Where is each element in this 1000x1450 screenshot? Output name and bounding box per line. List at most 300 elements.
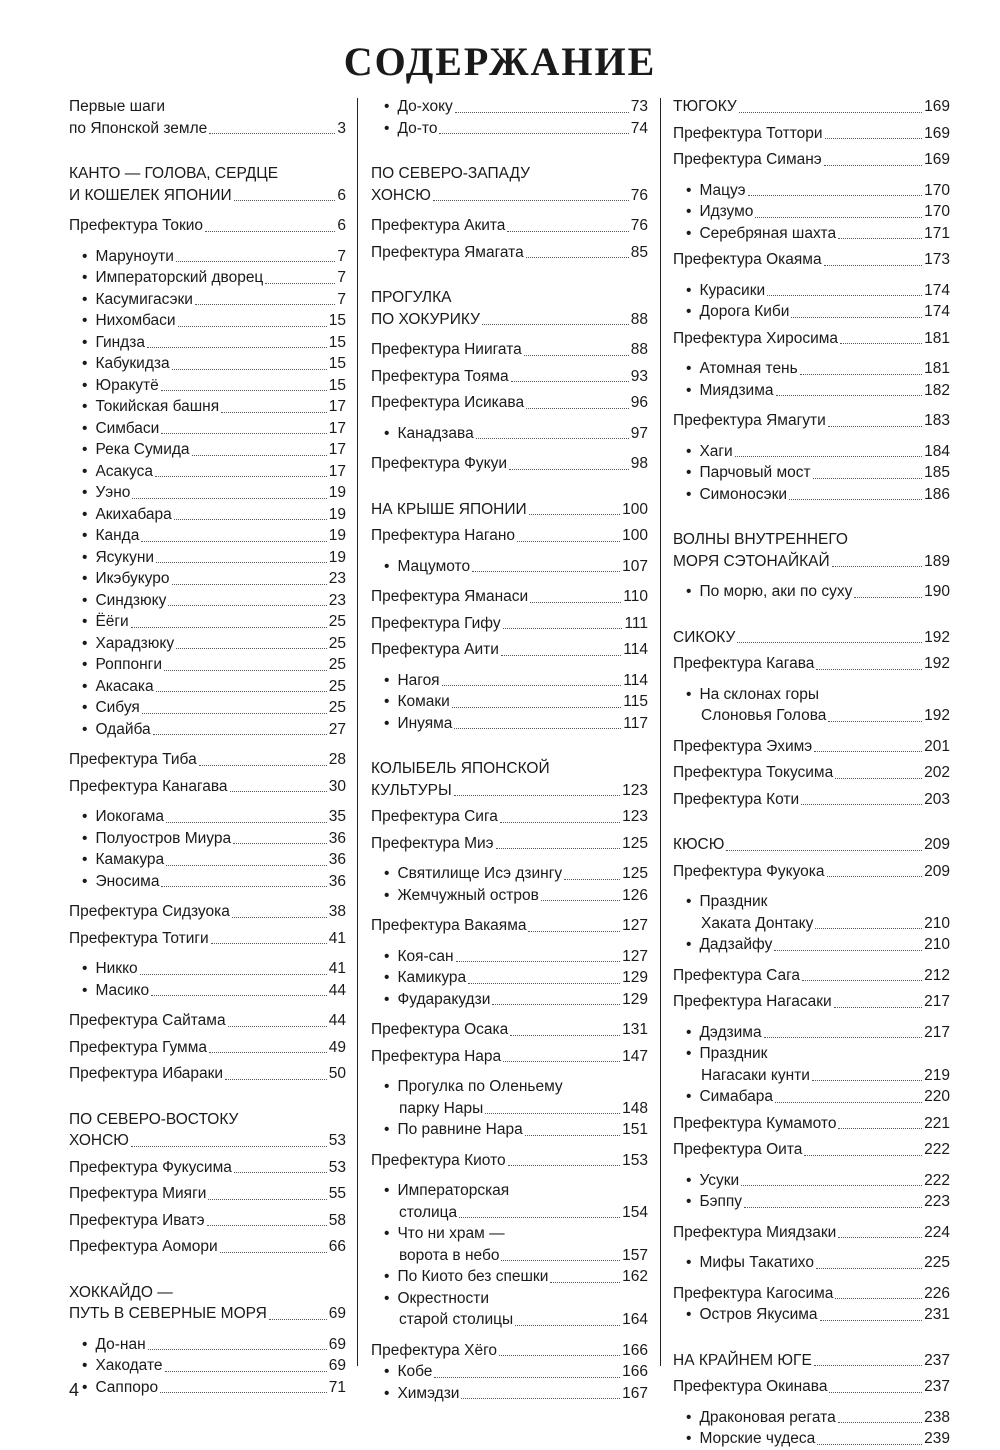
toc-subentry[interactable] <box>371 1361 648 1383</box>
toc-entry-title-line: • Прогулка по Оленьему <box>384 1076 648 1098</box>
toc-subentry[interactable] <box>673 180 950 202</box>
spacer <box>69 237 346 246</box>
toc-entry[interactable] <box>371 806 648 828</box>
toc-subentry[interactable] <box>673 581 950 603</box>
toc-page-number: 27 <box>328 720 346 738</box>
toc-subentry[interactable] <box>673 1304 950 1326</box>
toc-entry[interactable] <box>69 1183 346 1205</box>
spacer <box>371 734 648 758</box>
spacer <box>673 956 950 965</box>
dot-leader <box>455 112 629 113</box>
toc-subentry[interactable] <box>371 1076 648 1119</box>
toc-entry[interactable] <box>673 1376 950 1398</box>
dot-leader <box>442 685 622 686</box>
toc-entry[interactable] <box>371 392 648 414</box>
toc-subentry[interactable] <box>673 201 950 223</box>
toc-entry[interactable] <box>673 123 950 145</box>
toc-entry[interactable] <box>371 453 648 475</box>
spacer <box>673 572 950 581</box>
toc-entry[interactable] <box>371 833 648 855</box>
toc-subentry[interactable] <box>69 806 346 828</box>
toc-subentry[interactable] <box>69 461 346 483</box>
spacer <box>673 1013 950 1022</box>
toc-subentry[interactable] <box>69 980 346 1002</box>
dot-leader <box>814 751 922 752</box>
toc-page-number: 41 <box>328 960 346 977</box>
toc-entry-title: • Река Сумида <box>82 439 190 461</box>
toc-entry-title: • Ясукуни <box>82 547 154 569</box>
toc-entry-title: Префектура Окинава <box>673 1378 828 1395</box>
toc-entry[interactable] <box>69 1210 346 1232</box>
toc-subentry[interactable] <box>673 358 950 380</box>
toc-subentry[interactable] <box>69 482 346 504</box>
dot-leader <box>209 133 335 134</box>
dot-leader <box>509 469 629 470</box>
toc-subentry[interactable] <box>371 1288 648 1331</box>
toc-entry[interactable] <box>673 1350 950 1372</box>
dot-leader <box>195 304 335 305</box>
toc-entry-title: • Одайба <box>82 719 151 741</box>
spacer <box>371 1010 648 1019</box>
toc-subentry[interactable] <box>371 691 648 713</box>
spacer <box>371 547 648 556</box>
toc-subentry[interactable] <box>69 719 346 741</box>
toc-entry[interactable] <box>371 242 648 264</box>
spacer <box>371 577 648 586</box>
toc-entry[interactable] <box>673 861 950 883</box>
spacer <box>69 139 346 163</box>
toc-entry[interactable] <box>673 991 950 1013</box>
toc-page-number: 73 <box>630 98 648 115</box>
toc-subentry[interactable] <box>371 946 648 968</box>
toc-entry-title: Префектура Миядзаки <box>673 1223 837 1241</box>
toc-subentry[interactable] <box>69 1377 346 1399</box>
toc-entry[interactable] <box>69 1109 346 1152</box>
toc-entry[interactable] <box>673 789 950 811</box>
toc-entry[interactable] <box>69 928 346 950</box>
toc-subentry[interactable] <box>371 1119 648 1141</box>
toc-subentry[interactable] <box>69 267 346 289</box>
toc-page-number: 19 <box>328 548 346 566</box>
toc-entry-title-line: • На склонах горы <box>686 684 950 706</box>
toc-subentry[interactable] <box>69 310 346 332</box>
toc-subentry[interactable] <box>69 697 346 719</box>
toc-entry[interactable] <box>69 215 346 237</box>
toc-entry-title: • Камакура <box>82 849 164 871</box>
dot-leader <box>804 1155 922 1156</box>
dot-leader <box>232 917 327 918</box>
toc-subentry[interactable] <box>371 989 648 1011</box>
dot-leader <box>156 562 327 563</box>
toc-entry-title: • Хаги <box>686 441 733 463</box>
toc-page-number: 23 <box>328 591 346 609</box>
spacer <box>69 892 346 901</box>
toc-page-number: 6 <box>337 217 346 234</box>
toc-page-number: 19 <box>328 484 346 501</box>
dot-leader <box>208 1199 326 1200</box>
toc-entry[interactable] <box>371 163 648 206</box>
toc-subentry[interactable] <box>673 301 950 323</box>
toc-page-number: 6 <box>337 186 346 204</box>
dot-leader <box>178 326 327 327</box>
toc-entry[interactable] <box>371 1019 648 1041</box>
toc-entry-title: • Канадзава <box>384 423 474 445</box>
toc-subentry[interactable] <box>673 934 950 956</box>
toc-subentry[interactable] <box>673 280 950 302</box>
toc-entry-title: • Саппоро <box>82 1377 158 1399</box>
toc-subentry[interactable] <box>371 885 648 907</box>
toc-entry-title: Префектура Тиба <box>69 751 197 768</box>
toc-entry-title: • Камикура <box>384 967 466 989</box>
toc-entry[interactable] <box>371 1150 648 1172</box>
toc-entry-title: • Эносима <box>82 871 159 893</box>
dot-leader <box>801 804 922 805</box>
toc-page-number: 114 <box>623 641 648 658</box>
toc-entry[interactable] <box>371 613 648 635</box>
dot-leader <box>176 261 336 262</box>
toc-entry-title: • Токийская башня <box>82 396 219 418</box>
toc-page-number: 184 <box>924 442 950 460</box>
toc-entry[interactable] <box>673 1283 950 1305</box>
toc-subentry[interactable] <box>673 484 950 506</box>
toc-subentry[interactable] <box>371 556 648 578</box>
toc-entry-title: Префектура Сига <box>371 808 498 825</box>
spacer <box>371 1141 648 1150</box>
dot-leader <box>209 1052 327 1053</box>
toc-page-number: 203 <box>924 790 950 808</box>
toc-page-number: 217 <box>924 993 950 1010</box>
toc-page-number: 71 <box>328 1378 346 1396</box>
toc-entry-title: • Акихабара <box>82 504 172 526</box>
toc-subentry[interactable] <box>673 1252 950 1274</box>
toc-entry[interactable] <box>673 410 950 432</box>
toc-subentry[interactable] <box>673 380 950 402</box>
toc-subentry[interactable] <box>371 423 648 445</box>
toc-entry[interactable] <box>371 586 648 608</box>
dot-leader <box>767 295 922 296</box>
toc-subentry[interactable] <box>673 462 950 484</box>
toc-subentry[interactable] <box>69 611 346 633</box>
toc-entry[interactable] <box>371 1340 648 1362</box>
toc-page-number: 7 <box>337 269 346 286</box>
toc-page-number: 190 <box>924 583 950 600</box>
toc-entry-title: Префектура Эхимэ <box>673 737 813 755</box>
dot-leader <box>468 983 620 984</box>
toc-entry[interactable] <box>69 901 346 923</box>
toc-entry[interactable] <box>69 1236 346 1258</box>
toc-subentry[interactable] <box>371 96 648 118</box>
dot-leader <box>838 1128 922 1129</box>
toc-page-number: 15 <box>328 355 346 372</box>
toc-subentry[interactable] <box>69 504 346 526</box>
toc-page-number: 186 <box>924 485 950 503</box>
toc-entry[interactable] <box>371 215 648 237</box>
toc-entry[interactable] <box>69 749 346 771</box>
toc-page-number: 237 <box>924 1351 950 1369</box>
dot-leader <box>472 571 620 572</box>
toc-entry[interactable] <box>371 287 648 330</box>
toc-page-number: 129 <box>622 969 648 986</box>
toc-entry[interactable] <box>673 1222 950 1244</box>
toc-entry-title: Префектура Кумамото <box>673 1114 837 1132</box>
toc-subentry[interactable] <box>673 1086 950 1108</box>
toc-entry[interactable] <box>69 1282 346 1325</box>
toc-subentry[interactable] <box>673 1170 950 1192</box>
toc-page-number: 169 <box>924 151 950 168</box>
toc-entry[interactable] <box>673 96 950 118</box>
toc-entry[interactable] <box>69 1157 346 1179</box>
toc-page-number: 173 <box>924 251 950 268</box>
toc-subentry[interactable] <box>673 223 950 245</box>
toc-subentry[interactable] <box>69 547 346 569</box>
toc-entry[interactable] <box>673 328 950 350</box>
toc-entry[interactable] <box>673 529 950 572</box>
toc-page-number: 17 <box>328 398 346 415</box>
toc-entry[interactable] <box>69 163 346 206</box>
toc-page-number: 201 <box>924 737 950 755</box>
toc-page-number: 223 <box>924 1193 950 1210</box>
dot-leader <box>228 1026 327 1027</box>
dot-leader <box>824 265 923 266</box>
toc-entry-title: • Морские чудеса <box>686 1428 815 1450</box>
toc-entry-title: • Полуостров Миура <box>82 828 231 850</box>
dot-leader <box>496 848 621 849</box>
toc-page-number: 217 <box>924 1023 950 1041</box>
toc-page-number: 174 <box>924 303 950 320</box>
toc-subentry[interactable] <box>69 676 346 698</box>
toc-entry-title: • Симабара <box>686 1086 773 1108</box>
toc-subentry[interactable] <box>371 118 648 140</box>
toc-entry[interactable] <box>371 525 648 547</box>
toc-entry-title: Префектура Тоттори <box>673 124 823 142</box>
dot-leader <box>814 1365 922 1366</box>
toc-subentry[interactable] <box>371 1383 648 1405</box>
spacer <box>371 330 648 339</box>
toc-entry[interactable] <box>673 965 950 987</box>
dot-leader <box>526 408 629 409</box>
toc-subentry[interactable] <box>673 891 950 934</box>
toc-page-number: 147 <box>622 1047 648 1065</box>
toc-subentry[interactable] <box>69 289 346 311</box>
toc-subentry[interactable] <box>673 1428 950 1450</box>
toc-entry-title: • До-нан <box>82 1334 146 1356</box>
toc-subentry[interactable] <box>69 396 346 418</box>
toc-entry-title: ворота в небо <box>399 1246 500 1264</box>
toc-page-number: 166 <box>622 1341 648 1359</box>
toc-entry[interactable] <box>673 762 950 784</box>
toc-entry-title: • Драконовая регата <box>686 1407 836 1429</box>
toc-entry[interactable] <box>371 366 648 388</box>
dot-leader <box>800 374 922 375</box>
toc-subentry[interactable] <box>673 441 950 463</box>
toc-page-number: 3 <box>337 119 346 137</box>
toc-entry-title: Префектура Тотиги <box>69 929 209 947</box>
toc-entry[interactable] <box>673 149 950 171</box>
toc-subentry[interactable] <box>69 332 346 354</box>
spacer <box>673 505 950 529</box>
toc-page-number: 189 <box>924 552 950 570</box>
toc-subentry[interactable] <box>673 1022 950 1044</box>
toc-page-number: 15 <box>328 312 346 329</box>
spacer <box>371 206 648 215</box>
toc-page-number: 66 <box>328 1238 346 1255</box>
toc-subentry[interactable] <box>371 1180 648 1223</box>
toc-subentry[interactable] <box>69 590 346 612</box>
toc-entry-title: • Икэбукуро <box>82 568 170 590</box>
toc-entry[interactable] <box>371 339 648 361</box>
toc-entry-title: • Жемчужный остров <box>384 885 539 907</box>
toc-subentry[interactable] <box>69 958 346 980</box>
toc-subentry[interactable] <box>69 418 346 440</box>
toc-entry-title: • Идзумо <box>686 201 753 223</box>
toc-page-number: 36 <box>328 851 346 868</box>
toc-page-number: 148 <box>622 1099 648 1117</box>
toc-subentry[interactable] <box>69 246 346 268</box>
toc-entry-title: Префектура Хёго <box>371 1341 497 1359</box>
toc-entry-title: Префектура Фукуока <box>673 862 825 880</box>
toc-entry-title: • Коя-сан <box>384 946 454 968</box>
toc-page-number: 36 <box>328 872 346 890</box>
toc-subentry[interactable] <box>371 863 648 885</box>
toc-entry-title: • Канда <box>82 525 139 547</box>
toc-entry-title: Префектура Фукусима <box>69 1158 232 1176</box>
toc-entry-title: • Дорога Киби <box>686 301 789 323</box>
dot-leader <box>192 455 327 456</box>
toc-subentry[interactable] <box>69 1355 346 1377</box>
toc-entry-title: Префектура Ямагата <box>371 243 524 261</box>
toc-subentry[interactable] <box>69 828 346 850</box>
toc-entry-title: • Хакодате <box>82 1355 163 1377</box>
dot-leader <box>172 584 327 585</box>
toc-entry-title: • Масико <box>82 980 149 1002</box>
dot-leader <box>230 791 327 792</box>
toc-entry[interactable] <box>371 1046 648 1068</box>
toc-subentry[interactable] <box>69 525 346 547</box>
toc-entry[interactable] <box>673 834 950 856</box>
toc-entry[interactable] <box>371 639 648 661</box>
dot-leader <box>824 165 922 166</box>
toc-entry-title: • Серебряная шахта <box>686 223 836 245</box>
spacer <box>673 603 950 627</box>
toc-entry-title: • Ёёги <box>82 611 129 633</box>
toc-subentry[interactable] <box>69 568 346 590</box>
toc-entry-title-line: • Окрестности <box>384 1288 648 1310</box>
toc-entry[interactable] <box>69 776 346 798</box>
toc-subentry[interactable] <box>69 849 346 871</box>
dot-leader <box>161 390 327 391</box>
toc-entry[interactable] <box>69 1063 346 1085</box>
spacer <box>673 1213 950 1222</box>
toc-subentry[interactable] <box>371 967 648 989</box>
dot-leader <box>528 931 620 932</box>
toc-entry[interactable] <box>371 499 648 521</box>
dot-leader <box>439 133 628 134</box>
toc-entry-title: Префектура Киото <box>371 1151 506 1169</box>
toc-entry-title: Префектура Нара <box>371 1047 502 1065</box>
dot-leader <box>176 648 327 649</box>
dot-leader <box>454 795 620 796</box>
toc-subentry[interactable] <box>69 353 346 375</box>
toc-subentry[interactable] <box>371 1266 648 1288</box>
dot-leader <box>199 765 327 766</box>
spacer <box>69 1001 346 1010</box>
toc-entry[interactable] <box>371 758 648 801</box>
dot-leader <box>140 974 327 975</box>
toc-entry[interactable] <box>673 249 950 271</box>
dot-leader <box>155 476 327 477</box>
spacer <box>673 432 950 441</box>
toc-subentry[interactable] <box>673 1407 950 1429</box>
spacer <box>371 1171 648 1180</box>
toc-entry[interactable] <box>673 736 950 758</box>
toc-entry-title: • Святилище Исэ дзингу <box>384 863 562 885</box>
toc-page-number: 19 <box>328 527 346 544</box>
toc-subentry[interactable] <box>673 684 950 727</box>
toc-subentry[interactable] <box>69 654 346 676</box>
spacer <box>69 1258 346 1282</box>
toc-entry[interactable] <box>673 1113 950 1135</box>
dot-leader <box>838 238 922 239</box>
toc-subentry[interactable] <box>673 1043 950 1086</box>
dot-leader <box>737 642 922 643</box>
toc-subentry[interactable] <box>371 713 648 735</box>
dot-leader <box>835 778 922 779</box>
toc-entry-title: Префектура Акита <box>371 217 506 234</box>
toc-entry-title: Префектура Токусима <box>673 764 834 781</box>
toc-subentry[interactable] <box>69 871 346 893</box>
toc-entry-title: • Химэдзи <box>384 1383 459 1405</box>
toc-entry[interactable] <box>69 1037 346 1059</box>
dot-leader <box>225 1079 327 1080</box>
toc-entry[interactable] <box>69 1010 346 1032</box>
dot-leader <box>834 1007 922 1008</box>
spacer <box>371 139 648 163</box>
toc-subentry[interactable] <box>69 439 346 461</box>
toc-entry-title: ПО ХОКУРИКУ <box>371 310 480 328</box>
toc-entry[interactable] <box>673 627 950 649</box>
page-title: СОДЕРЖАНИЕ <box>343 39 657 84</box>
dot-leader <box>564 879 620 880</box>
dot-leader <box>825 138 923 139</box>
dot-leader <box>748 195 923 196</box>
toc-entry[interactable] <box>371 915 648 937</box>
dot-leader <box>148 1349 327 1350</box>
toc-page-number: 151 <box>622 1121 648 1138</box>
toc-subentry[interactable] <box>69 375 346 397</box>
toc-subentry[interactable] <box>69 1334 346 1356</box>
spacer <box>69 1325 346 1334</box>
toc-entry-title: Префектура Хиросима <box>673 329 839 347</box>
toc-entry[interactable] <box>673 653 950 675</box>
toc-entry-title: • Акасака <box>82 676 154 698</box>
toc-subentry[interactable] <box>371 1223 648 1266</box>
toc-page-number: 123 <box>622 781 648 799</box>
toc-subentry[interactable] <box>371 670 648 692</box>
spacer <box>673 882 950 891</box>
toc-page-number: 19 <box>328 505 346 523</box>
spacer <box>371 906 648 915</box>
toc-page-number: 182 <box>924 381 950 399</box>
toc-subentry[interactable] <box>69 633 346 655</box>
toc-entry-title-line: ХОККАЙДО — <box>69 1283 173 1301</box>
toc-entry-title: Префектура Симанэ <box>673 151 822 168</box>
dot-leader <box>813 478 922 479</box>
dot-leader <box>456 961 621 962</box>
dot-leader <box>499 1355 620 1356</box>
toc-entry[interactable] <box>673 1139 950 1161</box>
toc-entry[interactable] <box>69 96 346 139</box>
toc-subentry[interactable] <box>673 1191 950 1213</box>
